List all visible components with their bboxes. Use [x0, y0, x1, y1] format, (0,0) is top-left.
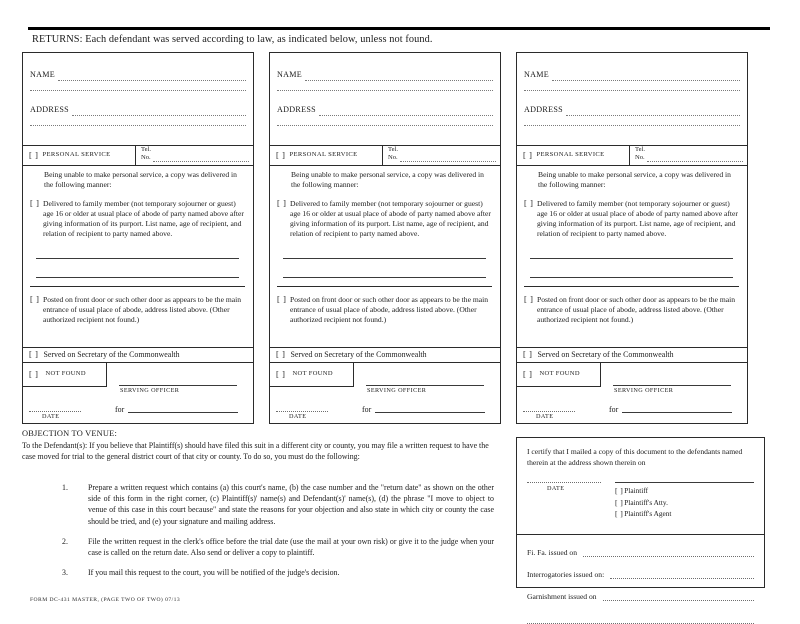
service-options-body — [517, 166, 747, 325]
checkbox-icon[interactable]: [ ] — [276, 350, 286, 360]
checkbox-icon[interactable]: [ ] — [523, 150, 533, 160]
name-input-line2[interactable] — [524, 81, 740, 91]
telephone-field — [383, 146, 500, 165]
for-label: for — [362, 405, 372, 414]
list-item-text: File the written request in the clerk's office before the trial date (use the mail at your own risk) or give it to the judge when your case is called on the return date. Also send or deliver a copy to plaintiff. — [88, 536, 494, 558]
recipient-writein-line-1[interactable] — [530, 245, 733, 259]
posted-text: Posted on front door or such other door as appears to be the main entrance of usual place of abode, address listed above. (Other authorized recipient not found.) — [43, 294, 242, 324]
personal-service-label: PERSONAL SERVICE — [536, 151, 605, 159]
checkbox-icon[interactable]: [ ] — [276, 150, 286, 160]
identity-block — [23, 53, 253, 145]
address-input-line2[interactable] — [277, 116, 493, 126]
tel-label-line2: No. — [141, 154, 151, 161]
name-input-line2[interactable] — [30, 81, 246, 91]
personal-service-strip — [23, 145, 253, 166]
not-found-option[interactable] — [270, 363, 354, 387]
checkbox-icon[interactable]: [ ] — [277, 198, 287, 208]
certificate-date-caption: DATE — [547, 485, 565, 493]
address-label: ADDRESS — [277, 105, 316, 115]
checkbox-icon[interactable]: [ ] — [615, 486, 624, 496]
service-return-column-3 — [516, 52, 748, 424]
serving-officer-caption: SERVING OFFICER — [614, 387, 674, 394]
family-member-text: Delivered to family member (not temporary sojourner or guest) age 16 or older at usual place of abode of party named above after giving information of its purport. List name, age of recipient, and relation of recipient to party named above. — [290, 198, 491, 239]
checkbox-icon[interactable]: [ ] — [524, 294, 534, 304]
certificate-divider — [517, 534, 764, 535]
certificate-date-input[interactable] — [527, 482, 601, 483]
not-found-option[interactable] — [517, 363, 601, 387]
tel-input[interactable] — [400, 154, 496, 162]
signer-option-label: Plaintiff — [624, 486, 649, 496]
for-input[interactable] — [128, 412, 238, 413]
address-input[interactable] — [566, 106, 740, 116]
not-found-option[interactable] — [23, 363, 107, 387]
signer-option-plaintiff[interactable] — [615, 485, 671, 497]
telephone-field — [136, 146, 253, 165]
secretary-text: Served on Secretary of the Commonwealth — [290, 349, 427, 359]
tel-label-line2: No. — [635, 154, 645, 161]
name-label: NAME — [524, 70, 550, 80]
certificate-signature-area — [527, 482, 754, 534]
checkbox-icon[interactable]: [ ] — [29, 150, 39, 160]
list-item — [62, 536, 494, 558]
personal-service-option[interactable] — [270, 146, 383, 165]
name-field-row — [524, 64, 740, 81]
secretary-option[interactable] — [270, 347, 500, 363]
address-label: ADDRESS — [30, 105, 69, 115]
tel-label-line1: Tel. — [141, 146, 151, 153]
name-input[interactable] — [552, 71, 740, 81]
list-item — [62, 567, 494, 578]
name-input-line2[interactable] — [277, 81, 493, 91]
date-input[interactable] — [276, 411, 328, 412]
list-item — [62, 482, 494, 527]
family-member-option[interactable] — [30, 199, 245, 240]
header-rule — [28, 27, 770, 30]
recipient-writein-line-2[interactable] — [530, 264, 733, 278]
returns-heading: RETURNS: Each defendant was served according to law, as indicated below, unless not found. — [32, 34, 433, 45]
tel-label-line2: No. — [388, 154, 398, 161]
garnishment-issued-input[interactable] — [603, 591, 754, 601]
name-input[interactable] — [58, 71, 246, 81]
checkbox-icon[interactable]: [ ] — [615, 509, 624, 519]
date-caption: DATE — [42, 413, 60, 420]
objection-title: OBJECTION TO VENUE: — [22, 429, 117, 438]
serving-officer-caption: SERVING OFFICER — [367, 387, 427, 394]
list-item-text: Prepare a written request which contains (a) this court's name, (b) the case number and the "return date" as shown on the other side of this form in the right corner, (c) Plaintiff(s)' name(s) and Defendant(s)' name(s), (d) the phrase "I move to object to venue of this case in this court because" and state the reasons for your objection and also state in which city or county the case should be tried, and (e) your signature and mailing address. — [88, 483, 494, 526]
personal-service-strip — [517, 145, 747, 166]
date-input[interactable] — [523, 411, 575, 412]
tel-label-line1: Tel. — [635, 146, 645, 153]
name-input[interactable] — [305, 71, 493, 81]
checkbox-icon[interactable]: [ ] — [523, 369, 533, 379]
address-field-row — [524, 99, 740, 116]
form-footer: FORM DC-431 MASTER, (PAGE TWO OF TWO) 07/13 — [30, 597, 181, 603]
list-item-number: 1. — [62, 483, 68, 492]
tel-input[interactable] — [647, 154, 743, 162]
officer-area — [270, 363, 500, 423]
date-input[interactable] — [29, 411, 81, 412]
secretary-text: Served on Secretary of the Commonwealth — [43, 349, 180, 359]
checkbox-icon[interactable]: [ ] — [29, 369, 39, 379]
section-divider — [30, 286, 245, 287]
unable-text: Being unable to make personal service, a copy was delivered in the following manner: — [538, 170, 731, 190]
not-found-label: NOT FOUND — [539, 370, 580, 378]
checkbox-icon[interactable]: [ ] — [524, 198, 534, 208]
interrogatories-issued-label: Interrogatories issued on: — [527, 570, 605, 580]
address-label: ADDRESS — [524, 105, 563, 115]
recipient-writein-line-1[interactable] — [283, 245, 486, 259]
personal-service-label: PERSONAL SERVICE — [289, 151, 358, 159]
checkbox-icon[interactable]: [ ] — [276, 369, 286, 379]
objection-intro: To the Defendant(s): If you believe that Plaintiff(s) should have filed this suit in a different city or county, you may file a written request to have the case moved for trial to the general district court of that city or county. To do so, you must do the following: — [22, 441, 489, 462]
address-input[interactable] — [319, 106, 493, 116]
date-caption: DATE — [289, 413, 307, 420]
signer-option-label: Plaintiff's Agent — [624, 509, 672, 519]
certificate-signature-input[interactable] — [615, 482, 754, 483]
checkbox-icon[interactable]: [ ] — [523, 350, 533, 360]
for-input[interactable] — [622, 412, 732, 413]
tel-label-line2-row — [388, 154, 496, 162]
service-return-column-2 — [269, 52, 501, 424]
telephone-field — [630, 146, 747, 165]
section-divider — [524, 286, 739, 287]
not-found-label: NOT FOUND — [292, 370, 333, 378]
address-input[interactable] — [72, 106, 246, 116]
family-member-text: Delivered to family member (not temporary sojourner or guest) age 16 or older at usual place of abode of party named above after giving information of its purport. List name, age of recipient, and relation of recipient to party named above. — [537, 198, 738, 239]
date-caption: DATE — [536, 413, 554, 420]
certificate-of-mailing-box — [516, 437, 765, 602]
serving-officer-input[interactable] — [366, 385, 484, 386]
posted-option[interactable] — [30, 295, 245, 326]
signer-option-label: Plaintiff's Atty. — [624, 497, 668, 507]
name-field-row — [30, 64, 246, 81]
address-input-line2[interactable] — [30, 116, 246, 126]
tel-label-line2-row — [141, 154, 249, 162]
tel-label-line2-row — [635, 154, 743, 162]
posted-option[interactable] — [277, 295, 492, 326]
name-label: NAME — [30, 70, 56, 80]
posted-option[interactable] — [524, 295, 739, 326]
checkbox-icon[interactable]: [ ] — [30, 198, 40, 208]
objection-steps-list — [62, 482, 494, 588]
for-label: for — [609, 405, 619, 414]
service-options-body — [270, 166, 500, 325]
name-label: NAME — [277, 70, 303, 80]
fifa-issued-row — [527, 547, 754, 557]
address-input-line2[interactable] — [524, 116, 740, 126]
list-item-number: 3. — [62, 568, 68, 578]
personal-service-label: PERSONAL SERVICE — [42, 151, 111, 159]
address-field-row — [277, 99, 493, 116]
officer-area — [517, 363, 747, 423]
signer-options — [615, 485, 671, 520]
secretary-text: Served on Secretary of the Commonwealth — [537, 349, 674, 359]
address-field-row — [30, 99, 246, 116]
not-found-label: NOT FOUND — [45, 370, 86, 378]
tel-label-line1: Tel. — [388, 146, 398, 153]
identity-block — [517, 53, 747, 145]
list-item-text: If you mail this request to the court, you will be notified of the judge's decision. — [88, 568, 340, 578]
garnishment-issued-row — [527, 591, 754, 601]
posted-text: Posted on front door or such other door as appears to be the main entrance of usual place of abode, address listed above. (Other authorized recipient not found.) — [537, 294, 736, 324]
for-input[interactable] — [375, 412, 485, 413]
checkbox-icon[interactable]: [ ] — [615, 497, 624, 507]
recipient-writein-line-1[interactable] — [36, 245, 239, 259]
service-options-body — [23, 166, 253, 325]
checkbox-icon[interactable]: [ ] — [29, 350, 39, 360]
recipient-writein-line-2[interactable] — [283, 264, 486, 278]
fifa-issued-label: Fi. Fa. issued on — [527, 548, 577, 558]
name-field-row — [277, 64, 493, 81]
serving-officer-caption: SERVING OFFICER — [120, 387, 180, 394]
checkbox-icon[interactable]: [ ] — [30, 294, 40, 304]
signer-option-agent[interactable] — [615, 508, 671, 520]
service-return-column-1 — [22, 52, 254, 424]
family-member-text: Delivered to family member (not temporary sojourner or guest) age 16 or older at usual place of abode of party named above after giving information of its purport. List name, age of recipient, and relation of recipient to party named above. — [43, 198, 244, 239]
unable-text: Being unable to make personal service, a copy was delivered in the following manner: — [291, 170, 484, 190]
posted-text: Posted on front door or such other door as appears to be the main entrance of usual place of abode, address listed above. (Other authorized recipient not found.) — [290, 294, 489, 324]
recipient-writein-line-2[interactable] — [36, 264, 239, 278]
personal-service-option[interactable] — [23, 146, 136, 165]
for-label: for — [115, 405, 125, 414]
checkbox-icon[interactable]: [ ] — [277, 294, 287, 304]
fifa-issued-input[interactable] — [583, 547, 754, 557]
officer-area — [23, 363, 253, 423]
personal-service-strip — [270, 145, 500, 166]
unable-text: Being unable to make personal service, a copy was delivered in the following manner: — [44, 170, 237, 190]
serving-officer-input[interactable] — [119, 385, 237, 386]
identity-block — [270, 53, 500, 145]
personal-service-option[interactable] — [517, 146, 630, 165]
signer-option-attorney[interactable] — [615, 497, 671, 509]
interrogatories-issued-input[interactable] — [610, 569, 754, 579]
tel-input[interactable] — [153, 154, 249, 162]
section-divider — [277, 286, 492, 287]
certificate-intro: I certify that I mailed a copy of this document to the defendants named therein at the address shown therein on — [527, 447, 743, 467]
garnishment-issued-label: Garnishment issued on — [527, 592, 597, 602]
list-item-number: 2. — [62, 536, 68, 546]
family-member-option[interactable] — [524, 199, 739, 240]
interrogatories-issued-row — [527, 569, 754, 579]
secretary-option[interactable] — [23, 347, 253, 363]
family-member-option[interactable] — [277, 199, 492, 240]
secretary-option[interactable] — [517, 347, 747, 363]
additional-issued-input[interactable] — [527, 614, 754, 624]
serving-officer-input[interactable] — [613, 385, 731, 386]
